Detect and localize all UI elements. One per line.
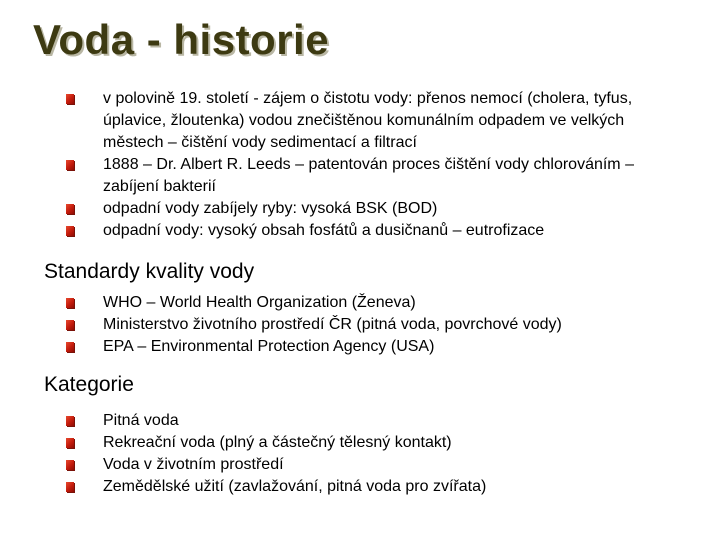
bullet-square-icon: [66, 94, 74, 104]
list-item: [66, 198, 666, 220]
bullet-square-icon: [66, 438, 74, 448]
list-item-text: WHO – World Health Organization (Ženeva): [103, 294, 416, 311]
categories-heading: Kategorie: [44, 373, 134, 396]
bullet-square-icon: [66, 482, 74, 492]
slide-title: Voda - historie: [33, 16, 330, 63]
list-item-text: Voda v životním prostředí: [103, 456, 284, 473]
bullet-square-icon: [66, 298, 74, 308]
list-item-text: EPA – Environmental Protection Agency (USA): [103, 338, 435, 355]
list-item-text: Zemědělské užití (zavlažování, pitná voda pro zvířata): [103, 478, 487, 495]
bullet-square-icon: [66, 416, 74, 426]
bullet-square-icon: [66, 342, 74, 352]
standards-bullet-list: [66, 292, 666, 358]
bullet-square-icon: [66, 204, 74, 214]
list-item-text: Pitná voda: [103, 412, 179, 429]
list-item: [66, 88, 666, 154]
bullet-square-icon: [66, 460, 74, 470]
list-item: [66, 432, 666, 454]
list-item: [66, 154, 666, 198]
list-item: [66, 476, 666, 498]
bullet-square-icon: [66, 320, 74, 330]
list-item-text: 1888 – Dr. Albert R. Leeds – patentován proces čištění vody chlorováním – zabíjení bakterií: [103, 156, 634, 195]
list-item: [66, 220, 666, 242]
intro-bullet-list: [66, 88, 666, 242]
list-item: [66, 336, 666, 358]
list-item-text: odpadní vody zabíjely ryby: vysoká BSK (BOD): [103, 200, 438, 217]
list-item-text: odpadní vody: vysoký obsah fosfátů a dusičnanů – eutrofizace: [103, 222, 545, 239]
bullet-square-icon: [66, 226, 74, 236]
list-item: [66, 410, 666, 432]
list-item-text: v polovině 19. století - zájem o čistotu vody: přenos nemocí (cholera, tyfus, úplavice, žloutenka) vodou znečištěnou komunálním odpadem ve velkých městech – čištění vody sedimentací a filtrací: [103, 90, 633, 151]
list-item: [66, 454, 666, 476]
standards-heading: Standardy kvality vody: [44, 260, 255, 283]
list-item: [66, 292, 666, 314]
list-item-text: Ministerstvo životního prostředí ČR (pitná voda, povrchové vody): [103, 316, 562, 333]
list-item-text: Rekreační voda (plný a částečný tělesný kontakt): [103, 434, 452, 451]
bullet-square-icon: [66, 160, 74, 170]
categories-bullet-list: [66, 410, 666, 498]
list-item: [66, 314, 666, 336]
